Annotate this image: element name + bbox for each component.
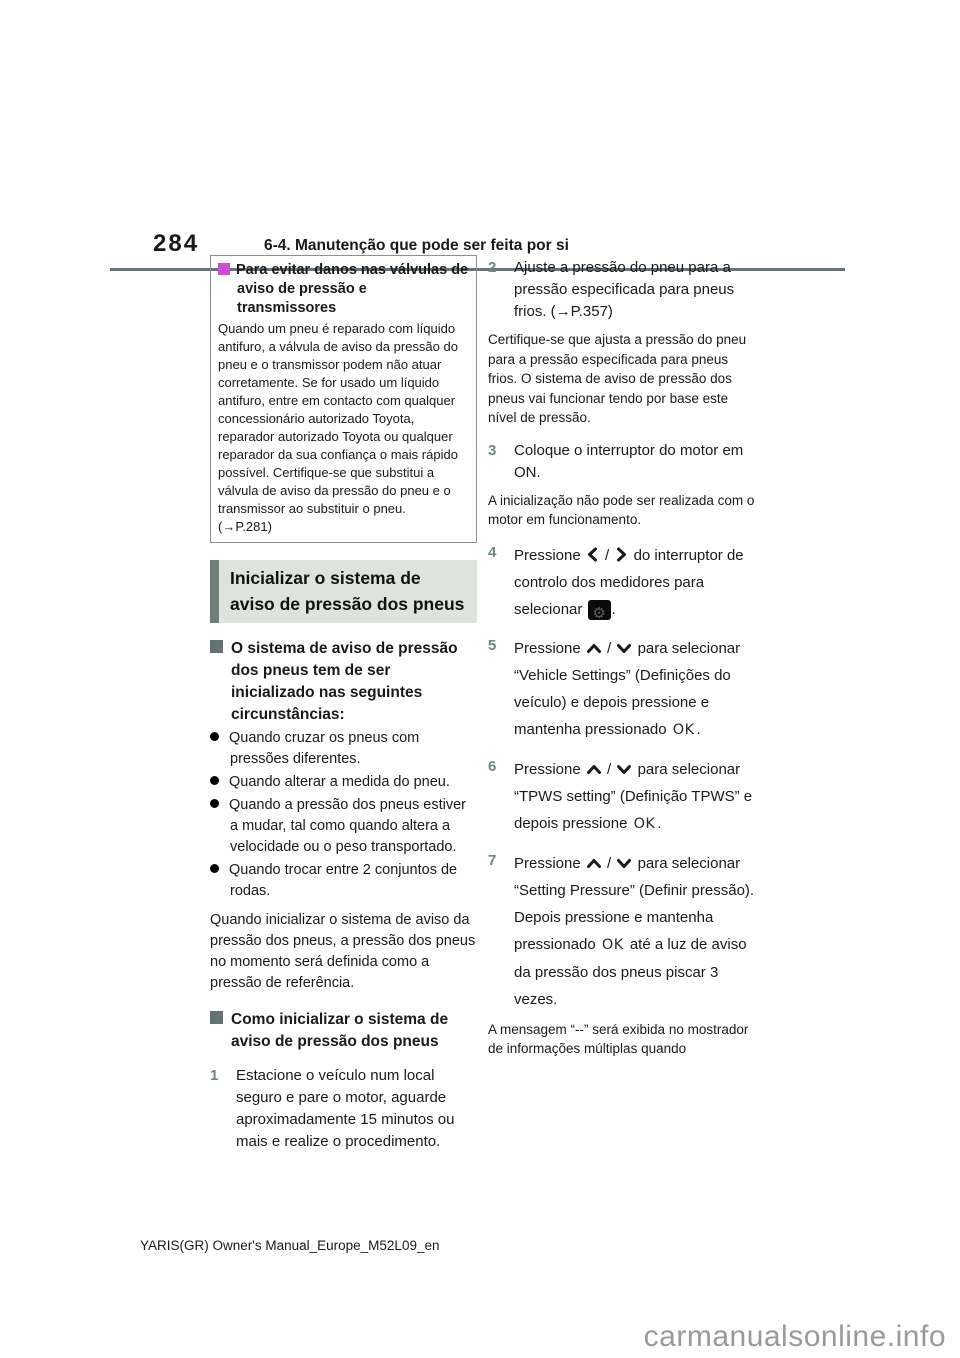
step-4 — [488, 542, 760, 623]
step-text-segment: / — [607, 639, 612, 657]
step-6 — [488, 756, 760, 838]
step-2-note: Certifique-se que ajusta a pressão do pneu para a pressão especificada para pneus frios. O sistema de aviso de pressão dos pneus vai funcionar tendo por base este nível de pressão. — [488, 332, 747, 425]
page-number: 284 — [153, 230, 200, 257]
step-3-note: A inicialização não pode ser realizada com o motor em funcionamento. — [488, 492, 755, 527]
chevron-down-icon — [616, 763, 632, 776]
note-box-body: Quando um pneu é reparado com líquido antifuro, a válvula de aviso da pressão do pneu e o transmissor podem não atuar corretamente. Se for usado um líquido antifuro, entre em contacto com qualquer concessionário autorizado Toyota, reparador autorizado Toyota ou qualquer reparador da sua confiança o mais rápido possível. Certifique-se que substitui a válvula de aviso da pressão do pneu e o transmissor ao substituir o pneu. — [218, 321, 458, 516]
step-number: 1 — [210, 1067, 219, 1084]
step-text: Coloque o interruptor do motor em ON. — [514, 441, 744, 481]
step-number: 7 — [488, 851, 497, 869]
left-column — [210, 255, 477, 1153]
step-number: 3 — [488, 441, 497, 459]
valve-warning-note-box — [210, 255, 477, 543]
gray-square-icon — [210, 1011, 223, 1024]
step-number: 6 — [488, 757, 497, 775]
step-text-segment: / — [605, 546, 610, 564]
note-box-page-ref: (→P.281) — [218, 519, 272, 534]
chevron-right-icon — [614, 547, 628, 562]
chevron-left-icon — [586, 547, 600, 562]
step-text-segment: para selecionar “Setting Pressure” (Definir pressão). Depois pressione e mantenha pressionado — [514, 854, 755, 953]
step-text-segment: para selecionar “Vehicle Settings” (Definições do veículo) e depois pressione e mantenha pressionado — [514, 639, 741, 738]
step-text — [514, 756, 760, 838]
section-heading-bar — [210, 560, 219, 623]
step-text-segment: Pressione — [514, 639, 581, 657]
magenta-square-icon — [218, 263, 230, 275]
step-text-segment: para selecionar “TPWS setting” (Definição TPWS” e depois pressione — [514, 760, 753, 832]
list-item-text: Quando cruzar os pneus com pressões diferentes. — [229, 730, 420, 767]
section-heading: Inicializar o sistema de aviso de pressão dos pneus — [219, 560, 477, 623]
step-3 — [488, 440, 760, 484]
ok-key: OK — [672, 721, 695, 738]
bullet-icon — [210, 799, 219, 808]
step-text: Ajuste a pressão do pneu para a pressão especificada para pneus frios. (→P.357) — [514, 259, 735, 320]
step-text — [514, 850, 760, 1013]
step-number: 4 — [488, 543, 497, 561]
footer-document-title: YARIS(GR) Owner's Manual_Europe_M52L09_en — [140, 1238, 440, 1253]
watermark-text: carmanualsonline.info — [643, 1320, 946, 1353]
reference-pressure-paragraph: Quando inicializar o sistema de aviso da pressão dos pneus, a pressão dos pneus no momento será definida como a pressão de referência. — [210, 912, 476, 991]
step-number: 5 — [488, 636, 497, 654]
step-text — [514, 542, 760, 623]
list-item-text: Quando a pressão dos pneus estiver a mudar, tal como quando altera a velocidade ou o peso transportado. — [229, 797, 466, 855]
step-text-segment: Pressione — [514, 854, 581, 872]
gear-icon: ⚙ — [588, 600, 611, 620]
note-box-title — [218, 261, 469, 318]
step-text-segment: Pressione — [514, 546, 581, 564]
step-text-segment: . — [657, 814, 662, 832]
step-text-segment: do interruptor de controlo dos medidores para selecionar — [514, 546, 744, 618]
step-text-segment: / — [607, 854, 612, 872]
bullet-icon — [210, 732, 219, 741]
chevron-up-icon — [586, 763, 602, 776]
step-1 — [210, 1065, 477, 1153]
step-number: 2 — [488, 259, 497, 276]
step-text — [514, 635, 760, 744]
step-text-segment: Pressione — [514, 760, 581, 778]
subsection-heading-text: Como inicializar o sistema de aviso de pressão dos pneus — [231, 1011, 449, 1050]
subsection-heading-text: O sistema de aviso de pressão dos pneus tem de ser inicializado nas seguintes circunstâncias: — [231, 640, 458, 723]
step-text-segment: / — [607, 760, 612, 778]
note-box-title-text: Para evitar danos nas válvulas de aviso de pressão e transmissores — [236, 262, 469, 316]
step-text-segment: . — [696, 720, 701, 738]
list-item-text: Quando alterar a medida do pneu. — [229, 774, 450, 790]
section-heading-box — [210, 560, 477, 623]
chevron-up-icon — [586, 642, 602, 655]
step-2 — [488, 257, 760, 323]
subsection-initialize-circumstances — [210, 638, 477, 726]
gray-square-icon — [210, 640, 223, 653]
step-7 — [488, 850, 760, 1013]
step-7-note: A mensagem “--” será exibida no mostrador de informações múltiplas quando — [488, 1021, 749, 1056]
list-item — [210, 795, 477, 858]
bullet-icon — [210, 864, 219, 873]
step-text-segment: . — [611, 600, 616, 618]
step-text: Estacione o veículo num local seguro e pare o motor, aguarde aproximadamente 15 minutos ou mais e realize o procedimento. — [236, 1067, 455, 1150]
right-column — [488, 255, 760, 1059]
step-5 — [488, 635, 760, 744]
list-item-text: Quando trocar entre 2 conjuntos de rodas. — [229, 862, 458, 899]
step-text-segment: até a luz de aviso da pressão dos pneus piscar 3 vezes. — [514, 935, 747, 1008]
subsection-how-to-initialize — [210, 1009, 477, 1053]
chevron-down-icon — [616, 642, 632, 655]
ok-key: OK — [633, 815, 656, 832]
chevron-up-icon — [586, 857, 602, 870]
chevron-down-icon — [616, 857, 632, 870]
ok-key: OK — [601, 936, 624, 953]
list-item — [210, 728, 477, 770]
bullet-icon — [210, 776, 219, 785]
list-item — [210, 772, 477, 793]
chapter-title: 6-4. Manutenção que pode ser feita por si — [264, 237, 569, 254]
list-item — [210, 860, 477, 902]
